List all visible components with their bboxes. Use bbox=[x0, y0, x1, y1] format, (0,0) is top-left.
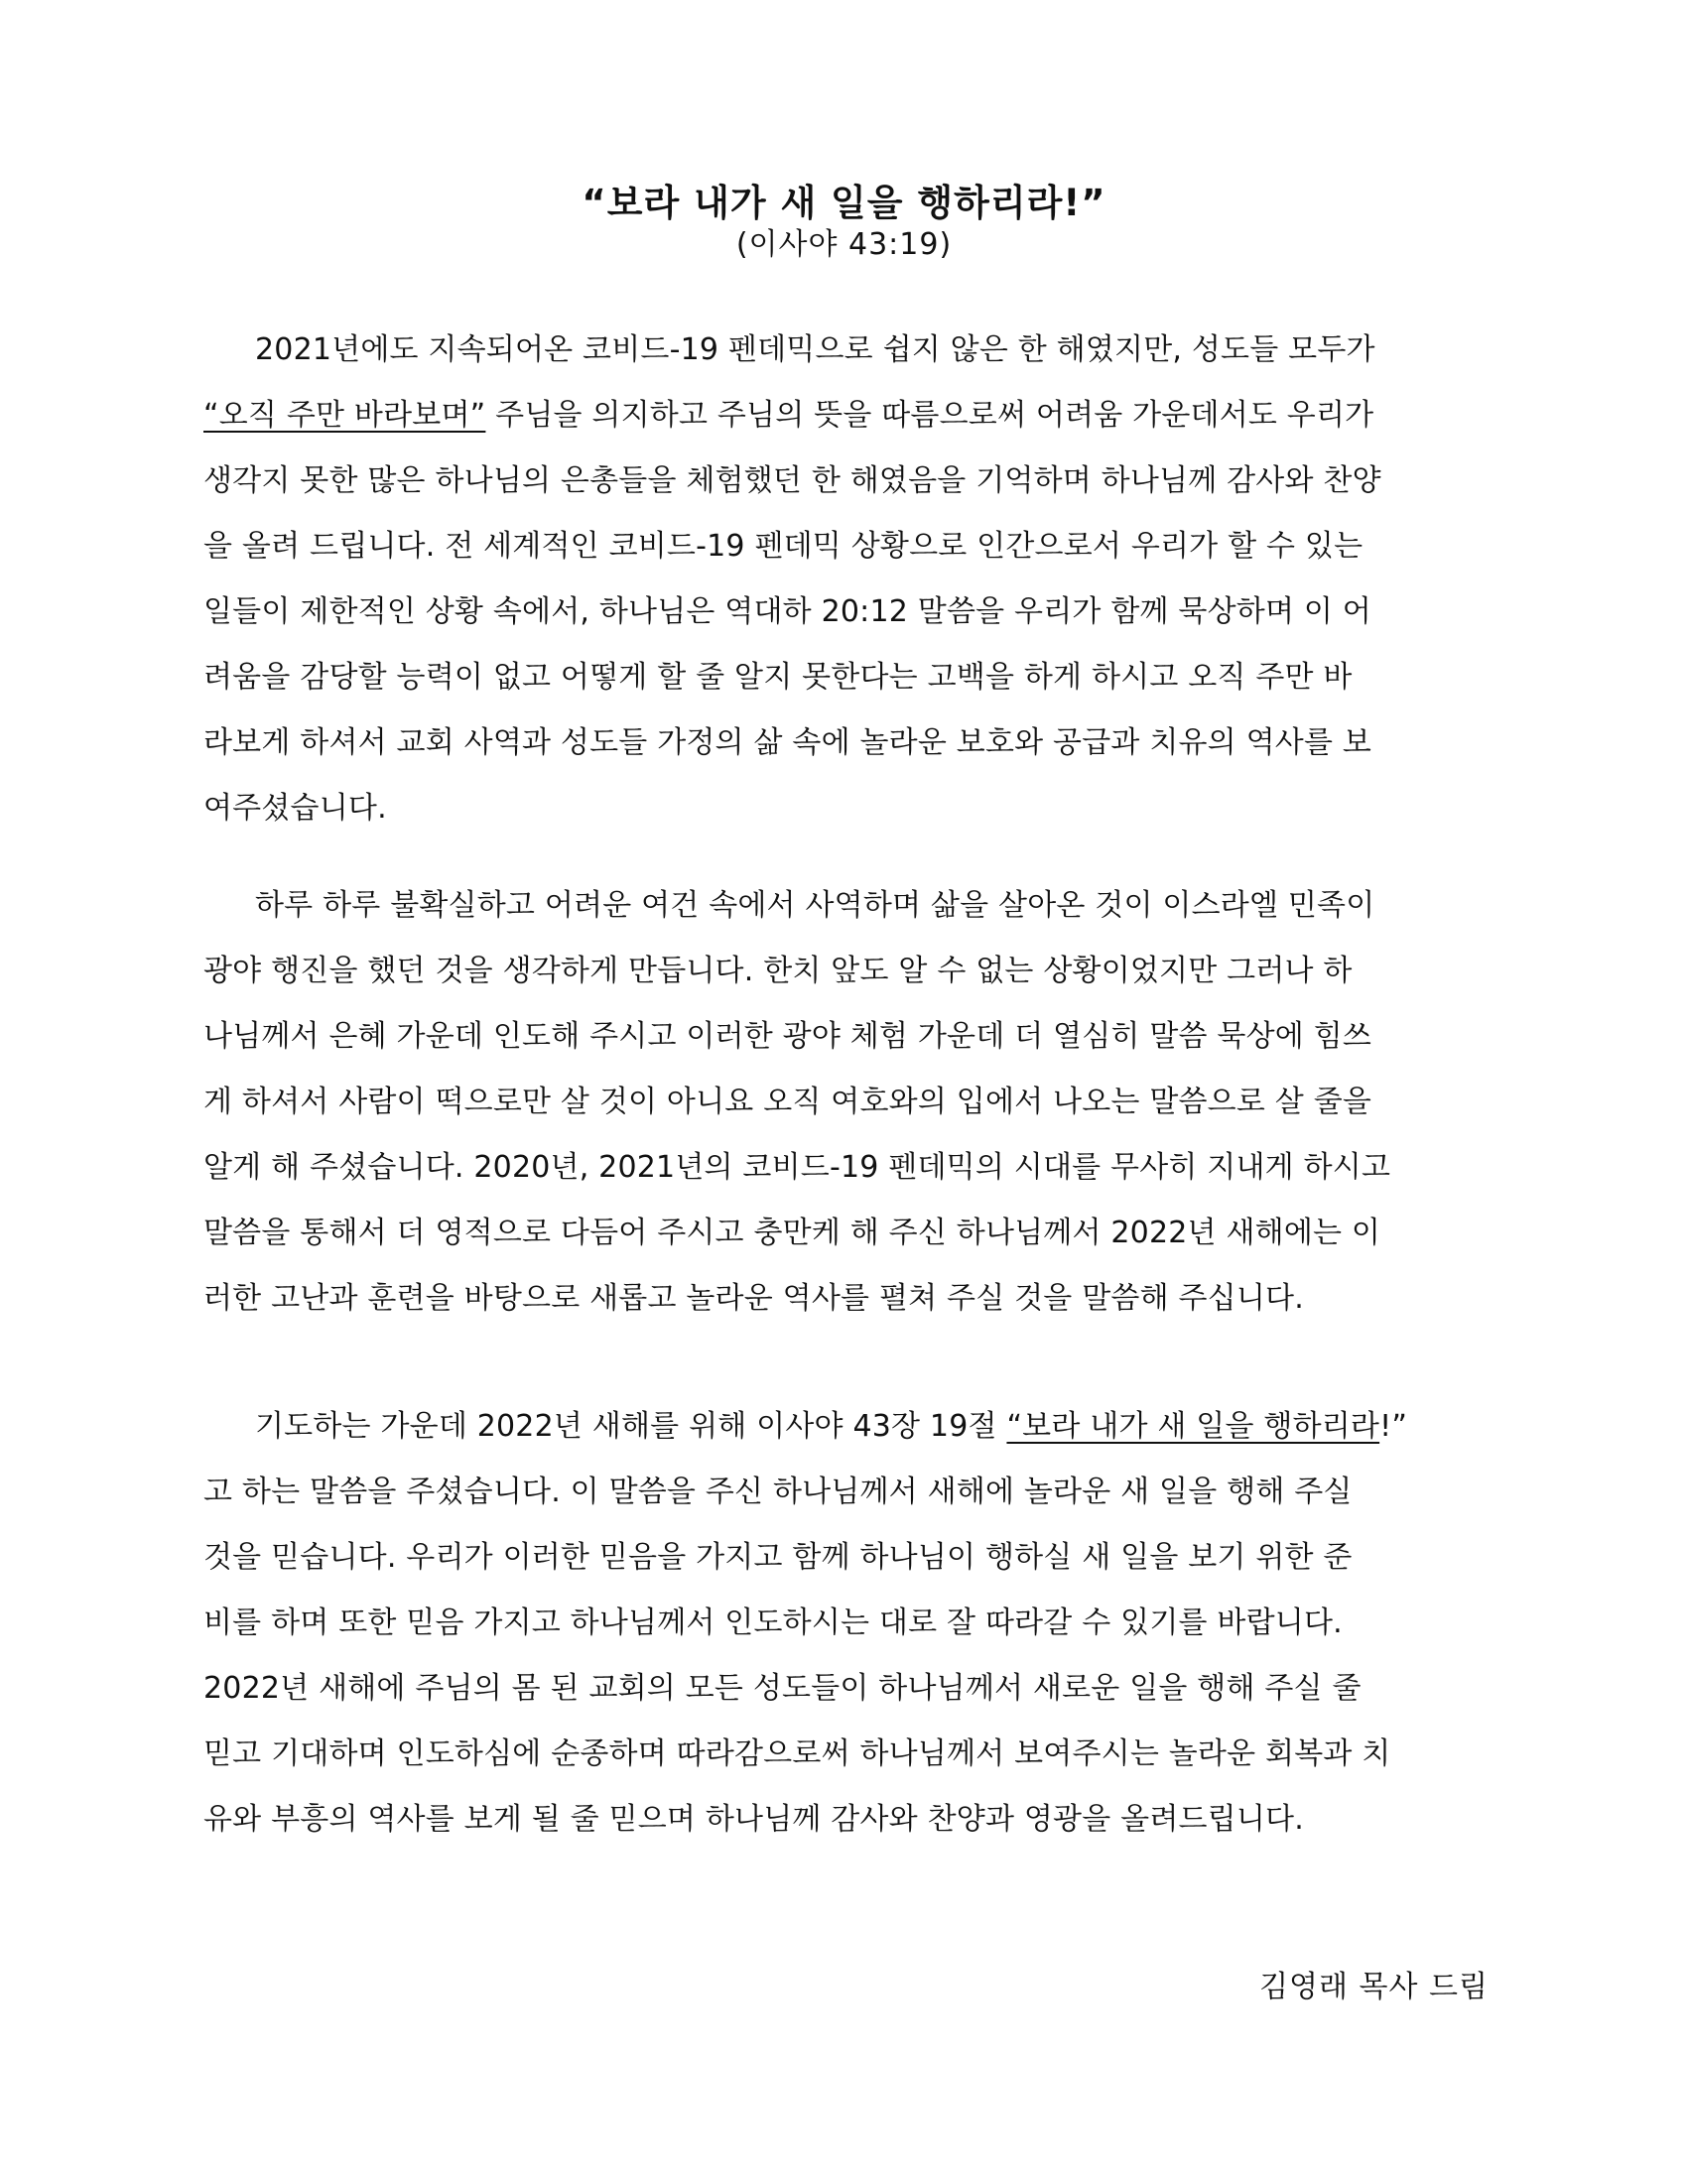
signature: 김영래 목사 드림 bbox=[1259, 1970, 1489, 2004]
paragraph-line: 생각지 못한 많은 하나님의 은총들을 체험했던 한 해였음을 기억하며 하나님께 감사와 찬양 bbox=[203, 463, 1381, 498]
paragraph-line: 말씀을 통해서 더 영적으로 다듬어 주시고 충만케 해 주신 하나님께서 2022년 새해에는 이 bbox=[203, 1216, 1381, 1250]
paragraph-line: 하루 하루 불확실하고 어려운 여건 속에서 사역하며 삶을 살아온 것이 이스라엘 민족이 bbox=[255, 888, 1375, 923]
paragraph-line-text: 기도하는 가운데 2022년 새해를 위해 이사야 43장 19절 bbox=[255, 1409, 1007, 1444]
paragraph-line: 을 올려 드립니다. 전 세계적인 코비드-19 펜데믹 상황으로 인간으로서 우리가 할 수 있는 bbox=[203, 529, 1363, 564]
paragraph-line: 라보게 하셔서 교회 사역과 성도들 가정의 삶 속에 놀라운 보호와 공급과 치유의 역사를 보 bbox=[203, 725, 1372, 760]
underlined-phrase: “오직 주만 바라보며” bbox=[203, 398, 486, 433]
scripture-reference: (이사야 43:19) bbox=[735, 227, 953, 262]
paragraph-line bbox=[203, 1394, 1484, 1460]
paragraph-line-text: !” bbox=[1379, 1409, 1408, 1444]
paragraph-1 bbox=[203, 318, 1484, 841]
paragraph-line: 비를 하며 또한 믿음 가지고 하나님께서 인도하시는 대로 잘 따라갈 수 있기를 바랍니다. bbox=[203, 1606, 1343, 1640]
paragraph-line: 일들이 제한적인 상황 속에서, 하나님은 역대하 20:12 말씀을 우리가 함께 묵상하며 이 어 bbox=[203, 594, 1371, 629]
document-title: “보라 내가 새 일을 행하리라!” bbox=[582, 182, 1106, 224]
paragraph-line: 여주셨습니다. bbox=[203, 791, 387, 826]
paragraph-line: 알게 해 주셨습니다. 2020년, 2021년의 코비드-19 펜데믹의 시대를 무사히 지내게 하시고 bbox=[203, 1150, 1391, 1185]
paragraph-line: 믿고 기대하며 인도하심에 순종하며 따라감으로써 하나님께서 보여주시는 놀라운 회복과 치 bbox=[203, 1736, 1391, 1771]
underlined-quote: “보라 내가 새 일을 행하리라 bbox=[1006, 1409, 1380, 1444]
paragraph-3 bbox=[203, 1394, 1484, 1853]
paragraph-line: 유와 부흥의 역사를 보게 될 줄 믿으며 하나님께 감사와 찬양과 영광을 올려드립니다. bbox=[203, 1802, 1304, 1837]
paragraph-2 bbox=[203, 873, 1484, 1332]
paragraph-line: 려움을 감당할 능력이 없고 어떻게 할 줄 알지 못한다는 고백을 하게 하시고 오직 주만 바 bbox=[203, 660, 1353, 695]
paragraph-line: 2022년 새해에 주님의 몸 된 교회의 모든 성도들이 하나님께서 새로운 일을 행해 주실 줄 bbox=[203, 1671, 1362, 1706]
paragraph-line: 고 하는 말씀을 주셨습니다. 이 말씀을 주신 하나님께서 새해에 놀라운 새 일을 행해 주실 bbox=[203, 1475, 1353, 1509]
paragraph-line: 2021년에도 지속되어온 코비드-19 펜데믹으로 쉽지 않은 한 해였지만, 성도들 모두가 bbox=[255, 332, 1375, 367]
paragraph-line bbox=[203, 383, 1484, 449]
paragraph-line-text: 주님을 의지하고 주님의 뜻을 따름으로써 어려움 가운데서도 우리가 bbox=[485, 398, 1374, 433]
paragraph-line: 나님께서 은혜 가운데 인도해 주시고 이러한 광야 체험 가운데 더 열심히 말씀 묵상에 힘쓰 bbox=[203, 1019, 1372, 1054]
paragraph-line: 게 하셔서 사람이 떡으로만 살 것이 아니요 오직 여호와의 입에서 나오는 말씀으로 살 줄을 bbox=[203, 1085, 1372, 1119]
paragraph-line: 광야 행진을 했던 것을 생각하게 만듭니다. 한치 앞도 알 수 없는 상황이었지만 그러나 하 bbox=[203, 954, 1353, 988]
paragraph-line: 러한 고난과 훈련을 바탕으로 새롭고 놀라운 역사를 펼쳐 주실 것을 말씀해 주십니다. bbox=[203, 1281, 1304, 1316]
paragraph-line: 것을 믿습니다. 우리가 이러한 믿음을 가지고 함께 하나님이 행하실 새 일을 보기 위한 준 bbox=[203, 1540, 1353, 1575]
